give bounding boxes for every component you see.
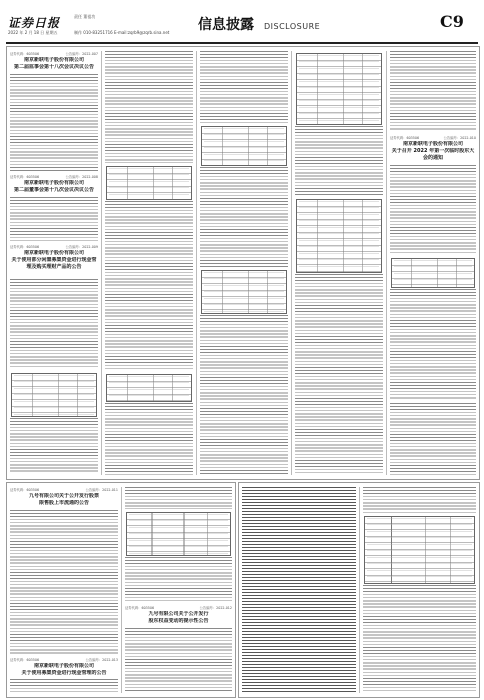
editor-line: 责任 董祖功 bbox=[74, 14, 96, 19]
notice-number: 公告编号：2022-012 bbox=[199, 606, 232, 610]
notice-body-text bbox=[363, 585, 476, 692]
company-name: 九号有限公司关于公开发行股票 bbox=[28, 493, 99, 499]
data-table bbox=[201, 126, 287, 166]
notice-title: 限售股上市流通的公告 bbox=[38, 500, 89, 506]
data-table bbox=[126, 512, 231, 556]
data-table bbox=[106, 374, 192, 402]
column-1 bbox=[7, 47, 101, 479]
masthead bbox=[0, 0, 484, 44]
notice-title: 关于使用募集资金进行现金管理的公告 bbox=[21, 670, 107, 676]
notice-number: 公告编号：2022-008 bbox=[65, 175, 98, 179]
notice-title: 股东权益变动的提示性公告 bbox=[148, 618, 209, 624]
notice-body-text bbox=[10, 279, 98, 369]
stock-code: 证券代码：603506 bbox=[10, 488, 40, 492]
notice-body-text bbox=[390, 51, 476, 131]
company-name: 南京新联电子股份有限公司 bbox=[402, 141, 463, 147]
notice-body-text bbox=[10, 418, 98, 474]
section-title: 信息披露 bbox=[198, 17, 254, 33]
lower-right-notice-block bbox=[238, 482, 480, 698]
notice-number: 公告编号：2022-010 bbox=[443, 136, 476, 140]
notice-body-text bbox=[390, 289, 476, 399]
notice-body-text bbox=[200, 315, 288, 475]
data-table bbox=[296, 199, 382, 273]
notice-title: 第二届监事会第十八次会议决议公告 bbox=[13, 64, 94, 70]
notice-title: 第二届董事会第十九次会议决议公告 bbox=[13, 187, 94, 193]
newspaper-logo: 证券日报 bbox=[8, 16, 61, 30]
notice-body-text bbox=[105, 51, 193, 163]
notice-body-text bbox=[10, 510, 118, 655]
notice-body-text bbox=[125, 487, 232, 509]
column-2 bbox=[102, 47, 196, 479]
notice-body-text bbox=[390, 165, 476, 255]
notice-code-line bbox=[10, 657, 118, 662]
data-table bbox=[201, 270, 287, 314]
notice-body-text bbox=[10, 74, 98, 171]
lower-left-notice-block bbox=[6, 482, 236, 698]
notice-body-text bbox=[363, 487, 476, 513]
company-name: 九号有限公司关于公开发行 bbox=[148, 611, 209, 617]
notice-body-text bbox=[105, 201, 193, 371]
column-2 bbox=[122, 483, 235, 697]
column-2 bbox=[360, 483, 479, 697]
company-name: 南京新联电子股份有限公司 bbox=[23, 250, 84, 256]
notice-title: 关于召开 2022 年第一次临时股东大会的通知 bbox=[391, 148, 475, 161]
notice-body-text bbox=[125, 557, 232, 601]
notice-body-text bbox=[105, 403, 193, 475]
company-name: 南京新联电子股份有限公司 bbox=[23, 57, 84, 63]
section-title-english: DISCLOSURE bbox=[264, 22, 321, 31]
notice-number: 公告编号：2022-009 bbox=[65, 245, 98, 249]
notice-number: 公告编号：2022-013 bbox=[85, 658, 118, 662]
notice-code-line bbox=[10, 174, 98, 179]
company-name: 南京新联电子股份有限公司 bbox=[23, 180, 84, 186]
contact-line: 制作 010-83251716 E-mail:zqrb9@zqrb.sina.net bbox=[74, 30, 170, 35]
masthead-rule bbox=[6, 42, 478, 44]
data-table bbox=[391, 258, 475, 288]
notice-code-line bbox=[10, 51, 98, 56]
notice-code-line bbox=[125, 605, 232, 610]
notice-body-text bbox=[10, 679, 118, 693]
notice-code-line bbox=[10, 244, 98, 249]
notice-body-text bbox=[295, 274, 383, 474]
stock-code: 证券代码：603506 bbox=[10, 175, 40, 179]
notice-body-text bbox=[200, 167, 288, 267]
page-number: C9 bbox=[440, 12, 464, 31]
column-1 bbox=[7, 483, 121, 697]
date-line: 2022 年 2 月 18 日 星期五 bbox=[8, 30, 58, 35]
column-1 bbox=[239, 483, 359, 697]
notice-body-text bbox=[242, 487, 356, 692]
notice-body-text bbox=[200, 51, 288, 123]
column-5 bbox=[387, 47, 479, 479]
data-table bbox=[296, 53, 382, 125]
stock-code: 证券代码：603506 bbox=[125, 606, 155, 610]
stock-code: 证券代码：603506 bbox=[10, 245, 40, 249]
stock-code: 证券代码：603506 bbox=[390, 136, 420, 140]
upper-notice-block bbox=[6, 46, 480, 480]
notice-body-text bbox=[125, 628, 232, 692]
notice-body-text bbox=[390, 403, 476, 475]
notice-number: 公告编号：2022-011 bbox=[85, 488, 118, 492]
data-table bbox=[11, 373, 97, 417]
notice-code-line bbox=[10, 487, 118, 492]
company-name: 南京新联电子股份有限公司 bbox=[33, 663, 94, 669]
column-4 bbox=[292, 47, 386, 479]
stock-code: 证券代码：603506 bbox=[10, 52, 40, 56]
data-table bbox=[364, 516, 475, 584]
notice-title: 关于使用部分闲置募集资金进行现金管理及购买理财产品的公告 bbox=[11, 257, 97, 270]
notice-code-line bbox=[390, 135, 476, 140]
notice-number: 公告编号：2022-007 bbox=[65, 52, 98, 56]
notice-body-text bbox=[295, 126, 383, 196]
column-3 bbox=[197, 47, 291, 479]
notice-body-text bbox=[10, 197, 98, 241]
data-table bbox=[106, 166, 192, 200]
stock-code: 证券代码：603506 bbox=[10, 658, 40, 662]
